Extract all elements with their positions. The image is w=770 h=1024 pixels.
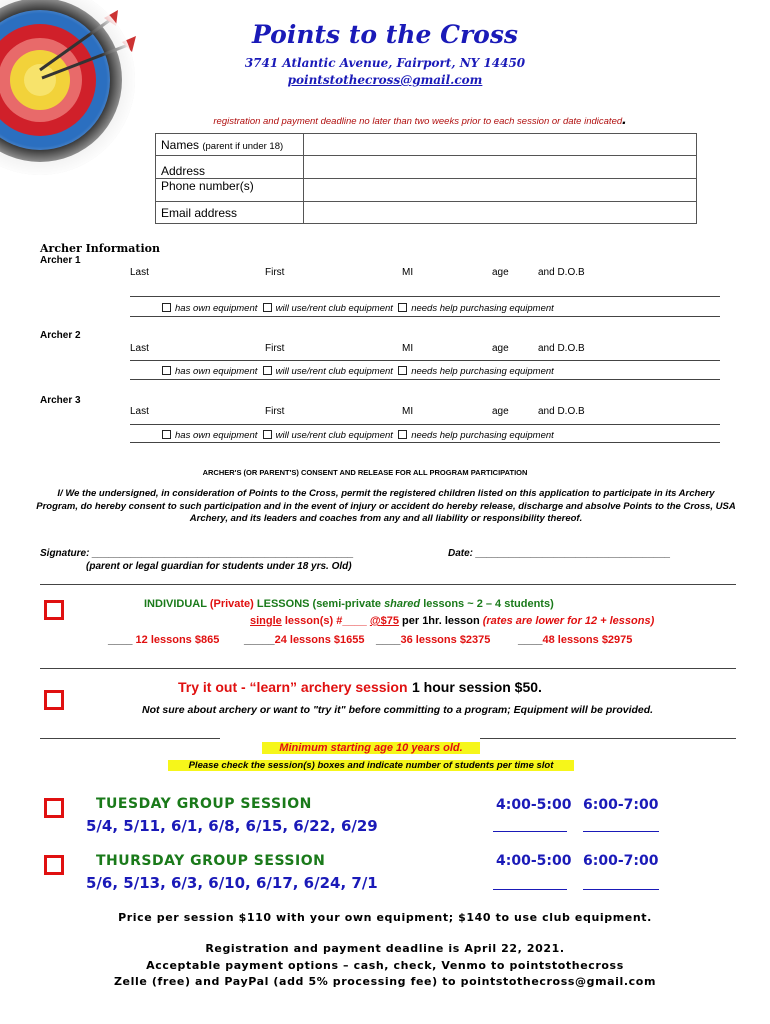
names-hint: (parent if under 18) — [202, 140, 284, 152]
address-label: Address — [156, 156, 304, 179]
archer-2-label: Archer 2 — [40, 330, 81, 341]
organization-email-link[interactable]: pointstothecross@gmail.com — [287, 73, 483, 87]
deadline-note — [0, 111, 770, 129]
try-it-out-checkbox[interactable] — [44, 690, 64, 710]
archer-3-name-line[interactable] — [130, 424, 720, 425]
archer-1-label: Archer 1 — [40, 255, 81, 266]
tuesday-slot-1-count-field[interactable] — [493, 831, 567, 832]
archer-1-dob-label: and D.O.B — [538, 267, 585, 278]
archer-3-divider — [130, 442, 720, 443]
registration-deadline: Registration and payment deadline is April 22, 2021. — [205, 942, 565, 955]
archer-1-equipment-options: has own equipment will use/rent club equipment needs help purchasing equipment — [162, 303, 554, 314]
archer-2-divider — [130, 379, 720, 380]
consent-text: I/ We the undersigned, in consideration of Points to the Cross, permit the registered children listed on this application to participate in its Archery Program, do hereby consent to such participation and in the event of injury or accident do hereby release, discharge and absolve Points to the Cross, USA Archery, and its leaders and coaches from any and all liability or responsibility thereof. — [36, 488, 736, 524]
signature-hint: (parent or legal guardian for students under 18 yrs. Old) — [86, 561, 352, 572]
package-12[interactable]: ____ 12 lessons $865 — [108, 634, 220, 646]
try-it-out-title: Try it out - “learn” archery session 1 hour session $50. — [178, 679, 542, 695]
payment-options: Acceptable payment options – cash, check, Venmo to pointstothecross — [146, 959, 624, 972]
section-divider-1 — [40, 584, 736, 585]
archer-2-first-label: First — [265, 343, 285, 354]
contact-info-table — [155, 133, 697, 224]
archer-2-rent-equipment-checkbox[interactable] — [263, 366, 272, 375]
archer-3-age-label: age — [492, 406, 509, 417]
price-per-session: Price per session $110 with your own equipment; $140 to use club equipment. — [118, 911, 652, 924]
archer-1-own-equipment-checkbox[interactable] — [162, 303, 171, 312]
payment-options-2: Zelle (free) and PayPal (add 5% processing fee) to pointstothecross@gmail.com — [113, 975, 657, 988]
section-divider-3a — [40, 738, 220, 739]
names-label: Names (parent if under 18) — [156, 134, 304, 156]
tuesday-session-title: TUESDAY GROUP SESSION — [96, 796, 312, 812]
archer-3-dob-label: and D.O.B — [538, 406, 585, 417]
address-field[interactable] — [304, 156, 697, 179]
archer-1-age-label: age — [492, 267, 509, 278]
archer-2-equipment-options: has own equipment will use/rent club equipment needs help purchasing equipment — [162, 366, 554, 377]
email-field[interactable] — [304, 202, 697, 224]
archer-3-label: Archer 3 — [40, 395, 81, 406]
archer-2-name-line[interactable] — [130, 360, 720, 361]
individual-lessons-title: INDIVIDUAL (Private) LESSONS (semi-private shared lessons ~ 2 – 4 students) — [144, 598, 554, 610]
thursday-slot-1-label: 4:00-5:00 — [496, 853, 572, 869]
archer-1-rent-equipment-checkbox[interactable] — [263, 303, 272, 312]
archer-1-name-line[interactable] — [130, 296, 720, 297]
signature-label[interactable]: Signature: _______________________________________________ — [40, 548, 354, 559]
archer-1-first-label: First — [265, 267, 285, 278]
thursday-session-title: THURSDAY GROUP SESSION — [96, 853, 326, 869]
tuesday-slot-2-count-field[interactable] — [583, 831, 659, 832]
phone-label: Phone number(s) — [156, 179, 304, 202]
try-it-out-note: Not sure about archery or want to "try it" before committing to a program; Equipment will be provided. — [142, 704, 654, 716]
archer-2-dob-label: and D.O.B — [538, 343, 585, 354]
package-48[interactable]: ____48 lessons $2975 — [518, 634, 633, 646]
thursday-slot-1-count-field[interactable] — [493, 889, 567, 890]
archer-1-divider — [130, 316, 720, 317]
thursday-session-checkbox[interactable] — [44, 855, 64, 875]
organization-address: 3741 Atlantic Avenue, Fairport, NY 14450 — [244, 56, 526, 70]
minimum-age-note: Minimum starting age 10 years old. — [262, 742, 480, 754]
single-lesson-price: single lesson(s) #____ @$75 per 1hr. lesson (rates are lower for 12 + lessons) — [250, 615, 655, 627]
archer-2-own-equipment-checkbox[interactable] — [162, 366, 171, 375]
thursday-session-dates: 5/6, 5/13, 6/3, 6/10, 6/17, 6/24, 7/1 — [86, 874, 378, 892]
thursday-slot-2-count-field[interactable] — [583, 889, 659, 890]
archer-1-mi-label: MI — [402, 267, 414, 278]
section-divider-2 — [40, 668, 736, 669]
tuesday-session-dates: 5/4, 5/11, 6/1, 6/8, 6/15, 6/22, 6/29 — [86, 817, 378, 835]
names-field[interactable] — [304, 134, 697, 156]
archer-3-mi-label: MI — [402, 406, 414, 417]
deadline-note-text: registration and payment deadline no later than two weeks prior to each session or date indicated — [213, 116, 623, 127]
archer-2-last-label: Last — [130, 343, 149, 354]
consent-heading: ARCHER'S (OR PARENT'S) CONSENT AND RELEASE FOR ALL PROGRAM PARTICIPATION — [202, 468, 528, 477]
archer-3-rent-equipment-checkbox[interactable] — [263, 430, 272, 439]
section-divider-3b — [480, 738, 736, 739]
date-label[interactable]: Date: ___________________________________ — [448, 548, 671, 559]
archer-2-mi-label: MI — [402, 343, 414, 354]
tuesday-session-checkbox[interactable] — [44, 798, 64, 818]
email-label: Email address — [156, 202, 304, 224]
thursday-slot-2-label: 6:00-7:00 — [583, 853, 659, 869]
archer-3-own-equipment-checkbox[interactable] — [162, 430, 171, 439]
organization-title: Points to the Cross — [252, 20, 518, 49]
archer-3-equipment-options: has own equipment will use/rent club equipment needs help purchasing equipment — [162, 430, 554, 441]
check-sessions-note: Please check the session(s) boxes and indicate number of students per time slot — [168, 760, 574, 771]
archer-3-last-label: Last — [130, 406, 149, 417]
package-36[interactable]: ____36 lessons $2375 — [376, 634, 491, 646]
archer-info-heading: Archer Information — [40, 242, 161, 255]
archer-1-last-label: Last — [130, 267, 149, 278]
archer-1-help-equipment-checkbox[interactable] — [398, 303, 407, 312]
package-24[interactable]: _____24 lessons $1655 — [244, 634, 365, 646]
deadline-note-dot: . — [622, 111, 627, 128]
archer-2-age-label: age — [492, 343, 509, 354]
phone-field[interactable] — [304, 179, 697, 202]
archer-2-help-equipment-checkbox[interactable] — [398, 366, 407, 375]
tuesday-slot-1-label: 4:00-5:00 — [496, 797, 572, 813]
archer-3-help-equipment-checkbox[interactable] — [398, 430, 407, 439]
archer-3-first-label: First — [265, 406, 285, 417]
tuesday-slot-2-label: 6:00-7:00 — [583, 797, 659, 813]
individual-lessons-checkbox[interactable] — [44, 600, 64, 620]
